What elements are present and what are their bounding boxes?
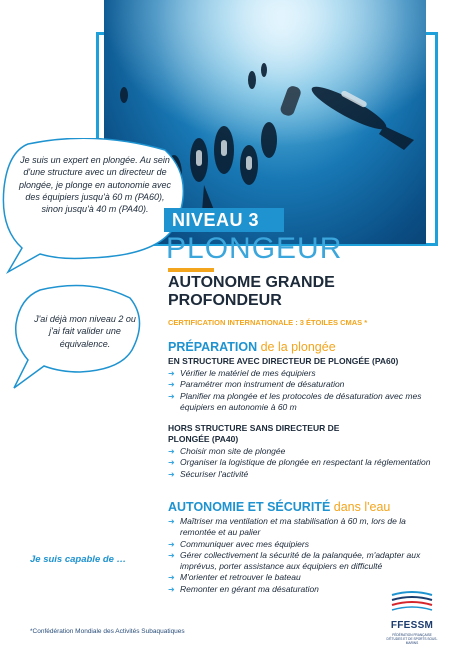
autonomie-list — [168, 516, 428, 595]
logo-wordmark: FFESSM — [390, 620, 434, 631]
pa60-list — [168, 368, 458, 413]
arrow-right-icon: ➜ — [168, 584, 175, 594]
preparation-heading: PRÉPARATION de la plongée — [168, 340, 336, 354]
list-item-text: Communiquer avec mes équipiers — [180, 538, 309, 549]
logo-subtitle: FÉDÉRATION FRANÇAISE D'ÉTUDES ET DE SPORTS SOUS-MARINS — [386, 633, 438, 645]
list-item-text: Planifier ma plongée et les protocoles de désaturation avec mes équipiers en autonomie à 60 m — [180, 390, 422, 412]
list-item — [168, 457, 458, 468]
list-item — [168, 391, 458, 414]
list-item — [168, 446, 458, 457]
arrow-right-icon: ➜ — [168, 458, 175, 468]
arrow-right-icon: ➜ — [168, 539, 175, 549]
list-item — [168, 469, 458, 480]
list-item — [168, 379, 458, 390]
arrow-right-icon: ➜ — [168, 573, 175, 583]
pa40-list — [168, 446, 458, 480]
arrow-right-icon: ➜ — [168, 550, 175, 560]
list-item-text: Maîtriser ma ventilation et ma stabilisation à 60 m, lors de la remontée et au palier — [180, 516, 406, 538]
list-item-text: Gérer collectivement la sécurité de la palanquée, m'adapter aux imprévus, porter assistance aux équipiers en difficulté — [180, 549, 421, 572]
arrow-right-icon: ➜ — [168, 447, 175, 457]
list-item-text: Choisir mon site de plongée — [180, 446, 286, 457]
arrow-right-icon: ➜ — [168, 391, 175, 401]
bubble-expert-text: Je suis un expert en plongée. Au sein d'une structure avec un directeur de plongée, je plonge en autonomie avec des équipiers jusqu'à 60 m (PA60), sinon jusqu'à 40 m (PA40). — [18, 155, 172, 215]
list-item-text: Paramétrer mon instrument de désaturation — [180, 379, 345, 390]
list-item — [168, 550, 428, 573]
pa60-heading: EN STRUCTURE AVEC DIRECTEUR DE PLONGÉE (PA60) — [168, 356, 399, 366]
certification-text: CERTIFICATION INTERNATIONALE : 3 ÉTOILES CMAS * — [168, 318, 368, 327]
autonome-title: AUTONOME GRANDE PROFONDEUR — [168, 274, 335, 309]
bubble-niveau2-text: J'ai déjà mon niveau 2 ou j'ai fait valider une équivalence. — [34, 314, 136, 349]
plongeur-title: PLONGEUR — [166, 232, 343, 265]
list-item-text: M'orienter et retrouver le bateau — [180, 572, 301, 583]
pa40-heading: HORS STRUCTURE SANS DIRECTEUR DE PLONGÉE (PA40) — [168, 423, 340, 445]
list-item-text: Remonter en gérant ma désaturation — [180, 583, 319, 594]
arrow-right-icon: ➜ — [168, 380, 175, 390]
list-item — [168, 516, 428, 539]
autonomie-heading: AUTONOMIE ET SÉCURITÉ dans l'eau — [168, 500, 391, 514]
autonomie-section — [168, 500, 458, 595]
list-item — [168, 368, 458, 379]
arrow-right-icon: ➜ — [168, 517, 175, 526]
niveau-badge: NIVEAU 3 — [164, 208, 284, 232]
orange-divider — [168, 268, 214, 272]
list-item — [168, 572, 428, 583]
preparation-section — [168, 340, 458, 480]
footnote: *Confédération Mondiale des Activités Subaquatiques — [30, 628, 185, 635]
capable-label: Je suis capable de … — [30, 554, 127, 565]
arrow-right-icon: ➜ — [168, 469, 175, 479]
list-item — [168, 539, 428, 550]
list-item-text: Vérifier le matériel de mes équipiers — [180, 368, 316, 378]
list-item-text: Sécuriser l'activité — [180, 468, 249, 479]
list-item-text: Organiser la logistique de plongée en respectant la réglementation — [180, 457, 431, 468]
arrow-right-icon: ➜ — [168, 369, 175, 378]
